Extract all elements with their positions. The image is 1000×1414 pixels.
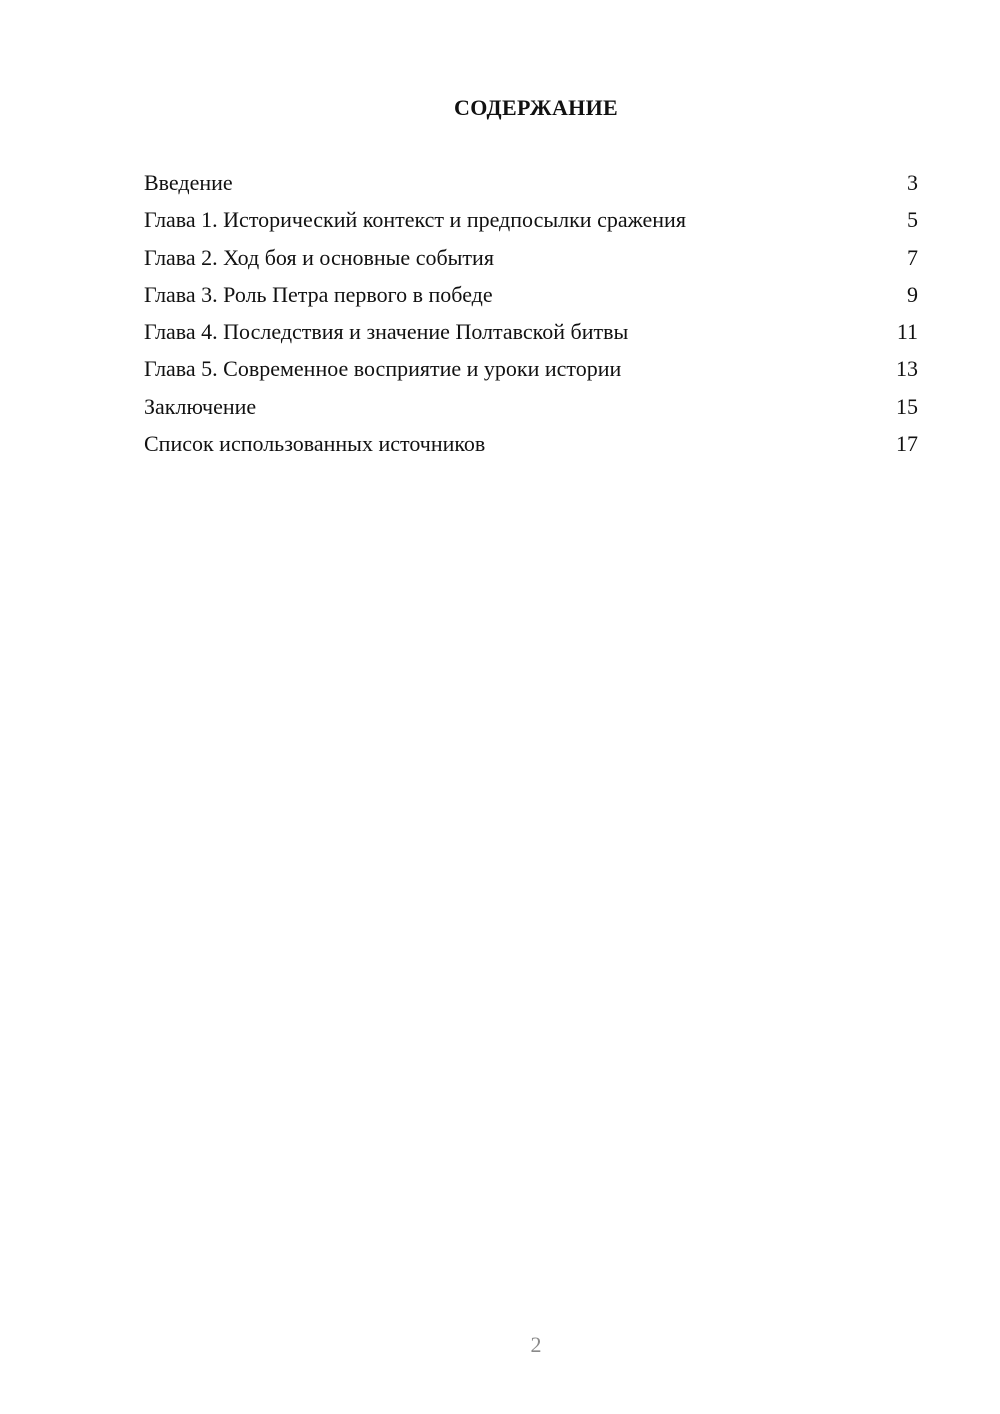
toc-entry-title: Глава 2. Ход боя и основные события — [144, 244, 494, 270]
toc-entry-title: Глава 1. Исторический контекст и предпосылки сражения — [144, 207, 686, 233]
toc-entry-chapter-4 — [144, 317, 918, 354]
toc-heading: СОДЕРЖАНИЕ — [454, 95, 618, 120]
toc-entry-chapter-2 — [144, 243, 918, 280]
toc-entry-title: Глава 5. Современное восприятие и уроки истории — [144, 356, 622, 382]
toc-entry-title: Глава 3. Роль Петра первого в победе — [144, 281, 493, 307]
toc-entry-chapter-3 — [144, 280, 918, 317]
toc-entry-page-number: 11 — [896, 319, 918, 345]
toc-entry-title: Список использованных источников — [144, 431, 486, 457]
toc-entry-page-number: 7 — [907, 244, 918, 270]
toc-entry-page-number: 17 — [896, 431, 918, 457]
toc-entry-page-number: 3 — [907, 170, 918, 195]
toc-entry-title: Заключение — [144, 393, 257, 419]
toc-entry-page-number: 13 — [896, 356, 918, 382]
toc-entry-introduction — [144, 168, 918, 205]
toc-entry-references — [144, 429, 918, 466]
toc-entry-page-number: 5 — [907, 207, 918, 233]
toc-entry-title: Введение — [144, 170, 233, 195]
toc-list — [144, 168, 918, 466]
toc-entry-page-number: 15 — [896, 393, 918, 419]
page-number: 2 — [530, 1332, 542, 1357]
toc-entry-page-number: 9 — [907, 281, 918, 307]
toc-entry-title: Глава 4. Последствия и значение Полтавской битвы — [144, 319, 629, 345]
toc-entry-chapter-1 — [144, 205, 918, 242]
toc-entry-chapter-5 — [144, 354, 918, 391]
toc-entry-conclusion — [144, 392, 918, 429]
